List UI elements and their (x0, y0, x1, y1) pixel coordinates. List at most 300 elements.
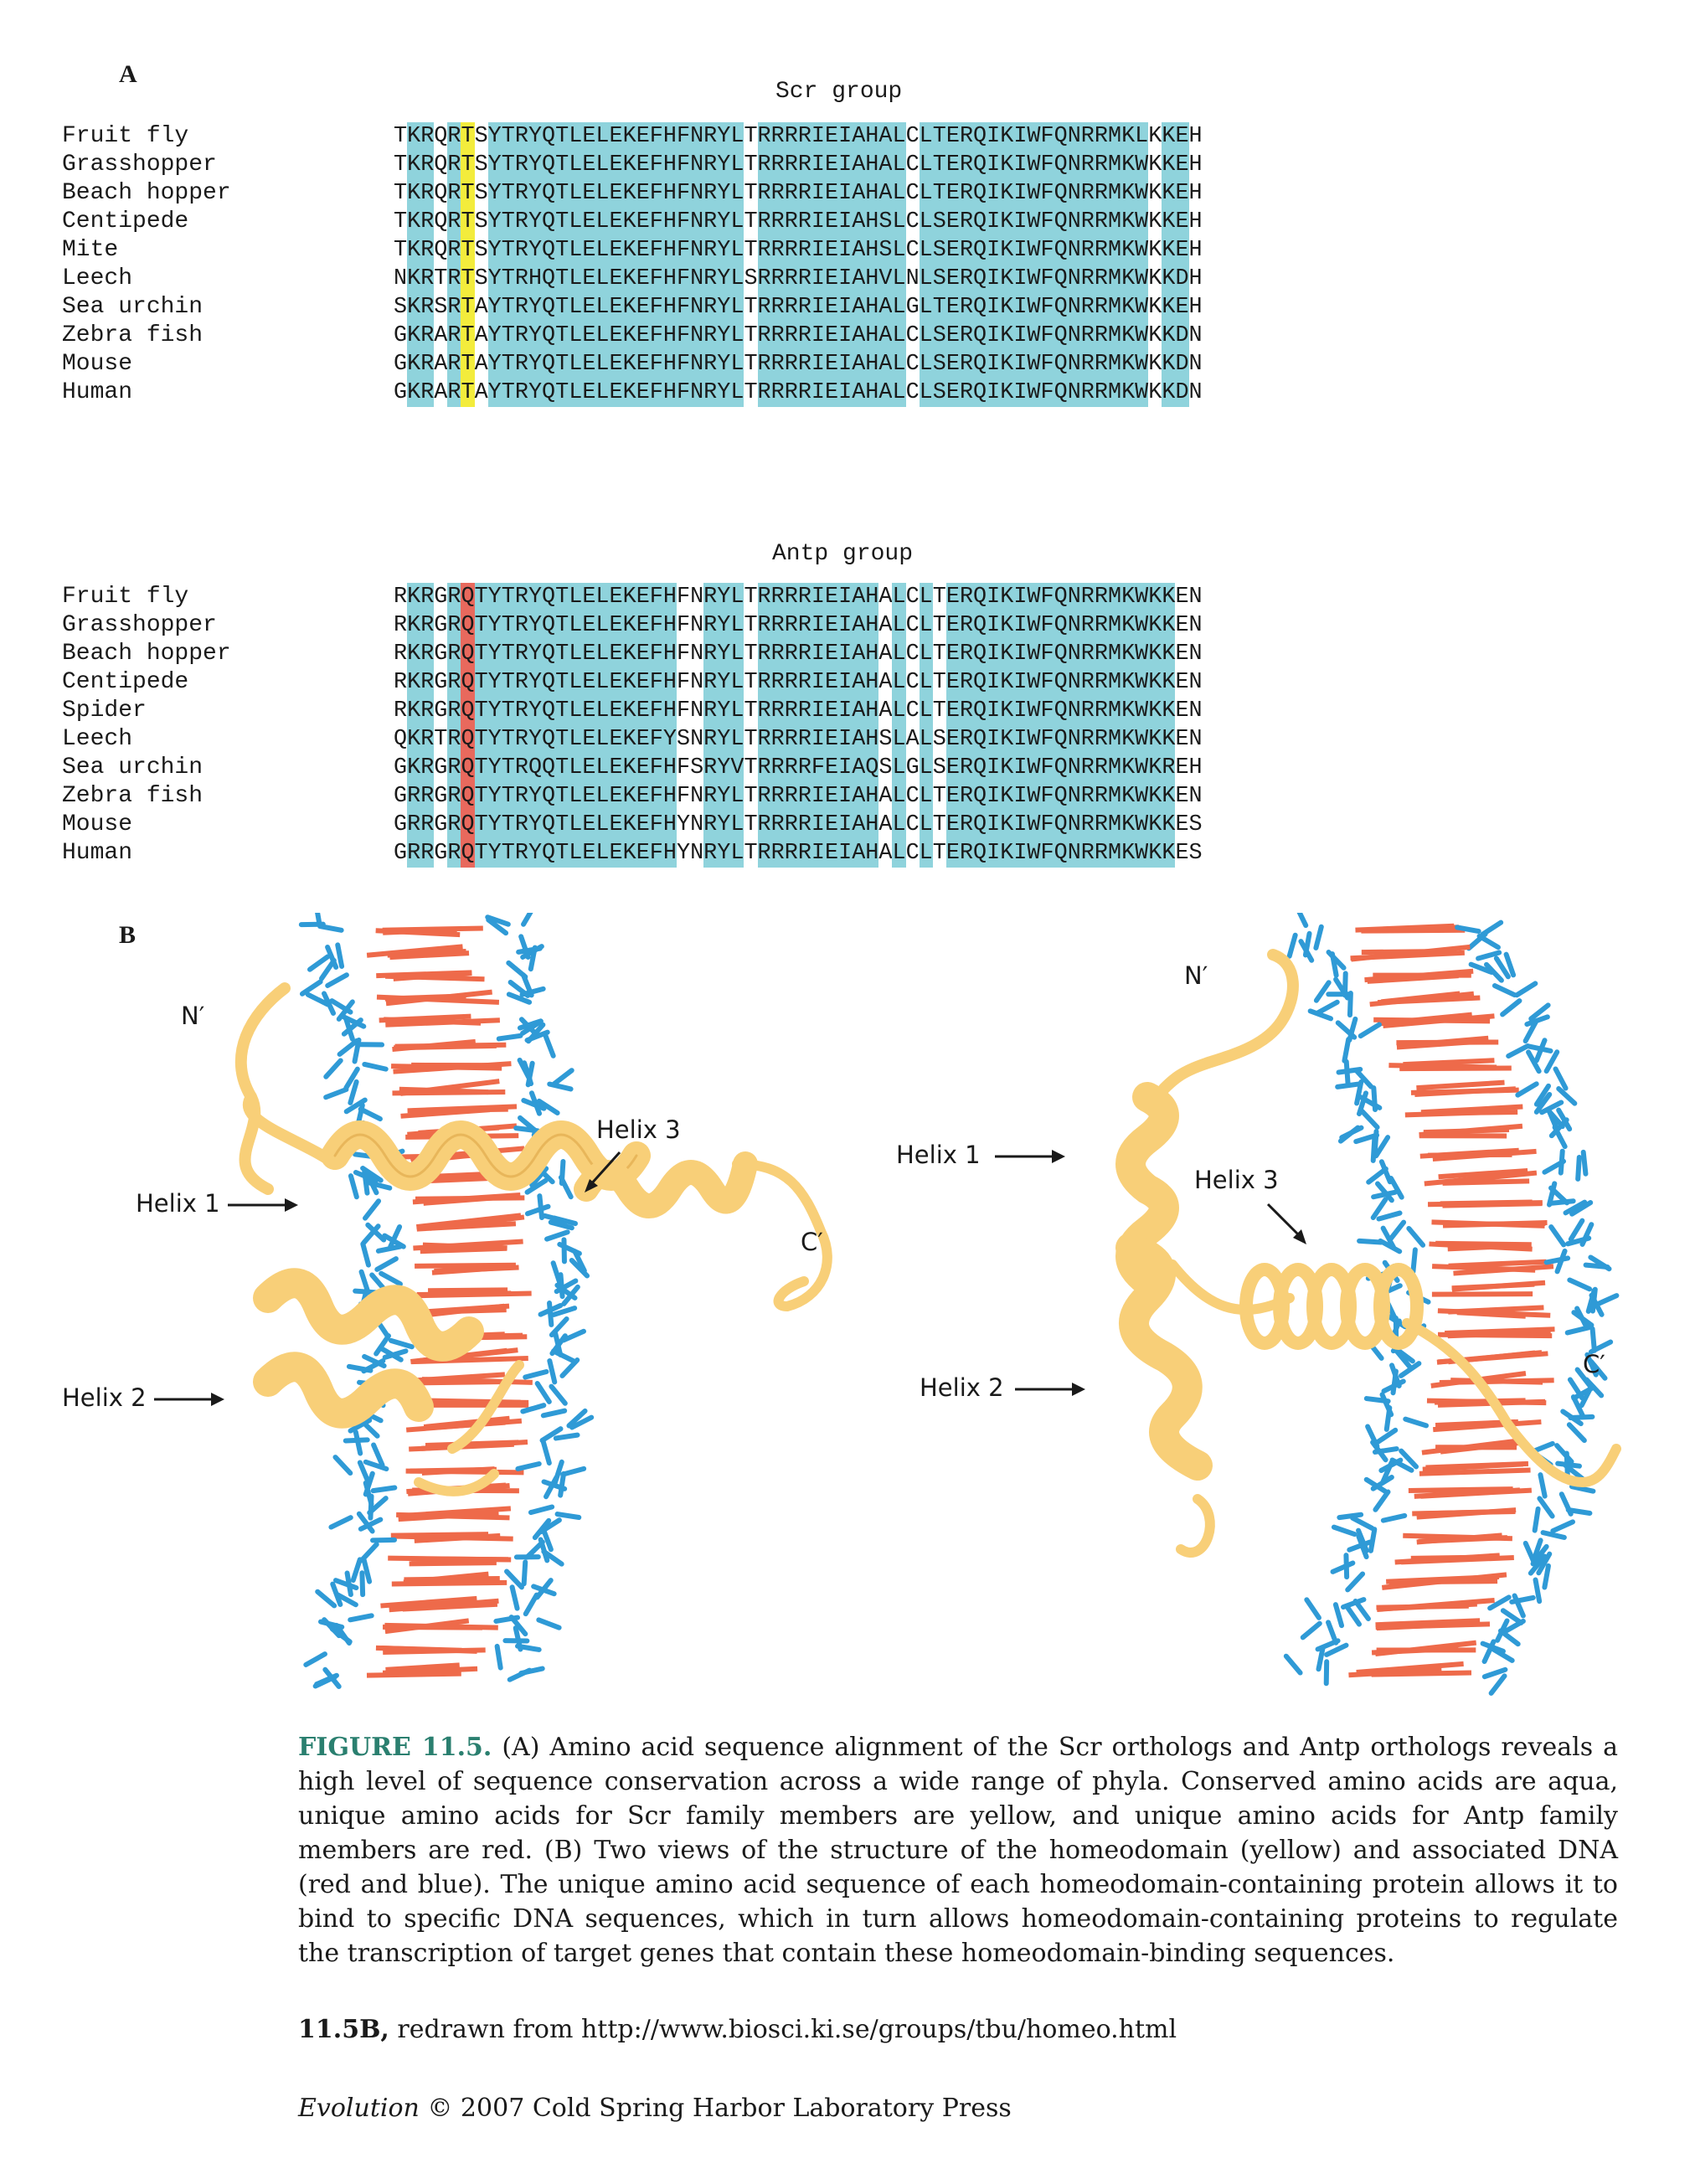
residue: A (878, 812, 893, 837)
residue: H (865, 181, 879, 206)
residue: I (1013, 812, 1028, 837)
residue: T (501, 124, 515, 149)
residue: I (838, 352, 853, 377)
species-name: Centipede (62, 669, 189, 695)
residue: Q (434, 181, 448, 206)
sequence (394, 293, 1203, 322)
residue: E (636, 585, 650, 610)
residue: Q (542, 585, 556, 610)
residue: K (622, 585, 636, 610)
residue: R (770, 784, 785, 809)
residue: R (1094, 670, 1108, 695)
residue: Q (973, 698, 987, 724)
residue: V (878, 266, 893, 291)
residue: T (461, 380, 475, 405)
residue: A (878, 323, 893, 348)
residue: I (1013, 124, 1028, 149)
residue: L (595, 209, 610, 234)
residue: Q (1054, 181, 1068, 206)
residue: R (797, 670, 811, 695)
residue: A (852, 755, 866, 780)
residue: F (649, 124, 663, 149)
residue: K (1121, 613, 1136, 638)
residue: R (703, 380, 718, 405)
residue: W (1027, 755, 1041, 780)
residue: Y (717, 380, 731, 405)
residue: K (407, 585, 421, 610)
residue: T (555, 841, 569, 866)
residue: L (595, 181, 610, 206)
residue: F (676, 124, 691, 149)
residue: R (797, 784, 811, 809)
species-name: Sea urchin (62, 755, 204, 780)
residue: L (595, 613, 610, 638)
residue: F (676, 238, 691, 263)
residue: A (852, 124, 866, 149)
residue: R (420, 698, 435, 724)
residue: E (582, 613, 596, 638)
residue: H (1188, 238, 1203, 263)
residue: L (569, 784, 583, 809)
residue: Q (973, 585, 987, 610)
residue: A (852, 641, 866, 667)
residue: R (1080, 670, 1095, 695)
residue: L (569, 698, 583, 724)
residue: H (662, 755, 677, 780)
residue: Q (1054, 152, 1068, 178)
residue: R (703, 755, 718, 780)
species-name: Mite (62, 237, 119, 263)
residue: Y (487, 266, 502, 291)
residue: L (919, 209, 933, 234)
residue: R (770, 209, 785, 234)
species-name: Spider (62, 698, 147, 724)
residue: R (1080, 152, 1095, 178)
residue: N (1067, 181, 1081, 206)
residue: K (1000, 181, 1014, 206)
residue: T (932, 124, 946, 149)
residue: R (770, 755, 785, 780)
residue: E (945, 323, 960, 348)
residue: Q (1054, 755, 1068, 780)
residue: S (932, 323, 946, 348)
left-n-label: N′ (181, 1002, 205, 1030)
residue: N (690, 295, 704, 320)
residue: A (434, 380, 448, 405)
residue: L (1135, 124, 1149, 149)
residue: I (838, 784, 853, 809)
residue: E (609, 784, 623, 809)
residue: E (1175, 641, 1189, 667)
residue: T (501, 181, 515, 206)
residue: R (1080, 585, 1095, 610)
residue: T (932, 784, 946, 809)
residue: L (892, 380, 906, 405)
residue: F (676, 181, 691, 206)
residue: T (501, 380, 515, 405)
residue: K (622, 641, 636, 667)
residue: S (932, 755, 946, 780)
residue: R (784, 755, 798, 780)
residue: R (784, 352, 798, 377)
residue: A (878, 784, 893, 809)
residue: Y (487, 613, 502, 638)
residue: Q (542, 124, 556, 149)
residue: K (1148, 755, 1162, 780)
residue: S (474, 124, 488, 149)
residue: C (905, 698, 920, 724)
residue: K (1000, 698, 1014, 724)
residue: H (1188, 209, 1203, 234)
residue: D (1175, 323, 1189, 348)
residue: E (636, 755, 650, 780)
residue: Q (1054, 124, 1068, 149)
residue: Q (528, 755, 543, 780)
residue: R (514, 266, 528, 291)
credit-text: redrawn from http://www.biosci.ki.se/groups/tbu/homeo.html (389, 2015, 1177, 2044)
residue: I (811, 841, 825, 866)
residue: R (514, 641, 528, 667)
residue: E (945, 124, 960, 149)
residue: K (1148, 841, 1162, 866)
residue: E (609, 698, 623, 724)
residue: I (987, 352, 1001, 377)
residue: Q (1054, 295, 1068, 320)
residue: R (770, 181, 785, 206)
residue: Q (1054, 670, 1068, 695)
residue: Y (717, 841, 731, 866)
sequence (394, 811, 1203, 839)
residue: C (905, 670, 920, 695)
residue: R (1080, 266, 1095, 291)
species-name: Fruit fly (62, 584, 189, 610)
residue: S (1188, 841, 1203, 866)
residue: T (555, 784, 569, 809)
residue: K (622, 124, 636, 149)
residue: T (501, 727, 515, 752)
residue: H (662, 784, 677, 809)
residue: Q (1054, 641, 1068, 667)
residue: R (1080, 238, 1095, 263)
residue: R (1080, 727, 1095, 752)
residue: Y (528, 585, 543, 610)
residue: T (932, 181, 946, 206)
residue: R (394, 641, 408, 667)
residue: Y (487, 181, 502, 206)
residue: N (1067, 698, 1081, 724)
residue: L (569, 841, 583, 866)
residue: Y (487, 784, 502, 809)
residue: H (865, 641, 879, 667)
residue: R (420, 124, 435, 149)
sequence (394, 179, 1203, 208)
residue: R (757, 380, 771, 405)
residue: E (825, 152, 839, 178)
residue: M (1107, 670, 1122, 695)
right-c-label: C′ (1583, 1350, 1605, 1378)
residue: H (865, 124, 879, 149)
residue: K (1121, 380, 1136, 405)
residue: E (609, 152, 623, 178)
residue: E (1175, 812, 1189, 837)
residue: K (407, 323, 421, 348)
sequence (394, 640, 1203, 668)
residue: R (784, 727, 798, 752)
residue: L (892, 323, 906, 348)
residue: Q (542, 295, 556, 320)
residue: L (730, 641, 744, 667)
residue: R (797, 613, 811, 638)
residue: R (959, 266, 974, 291)
residue: A (878, 380, 893, 405)
residue: T (501, 613, 515, 638)
residue: H (662, 209, 677, 234)
residue: E (945, 238, 960, 263)
residue: R (770, 812, 785, 837)
residue: N (690, 323, 704, 348)
panel-b-letter: B (119, 921, 137, 949)
residue: D (1175, 266, 1189, 291)
residue: Q (542, 152, 556, 178)
residue: L (919, 585, 933, 610)
residue: K (1148, 380, 1162, 405)
residue: R (959, 323, 974, 348)
residue: W (1027, 613, 1041, 638)
residue: N (690, 352, 704, 377)
species-name: Human (62, 840, 133, 866)
residue: R (447, 181, 461, 206)
residue: R (514, 698, 528, 724)
residue: H (1188, 152, 1203, 178)
residue: W (1135, 613, 1149, 638)
residue: N (690, 380, 704, 405)
residue: Q (1054, 841, 1068, 866)
residue: R (770, 585, 785, 610)
residue: T (461, 152, 475, 178)
residue: W (1027, 670, 1041, 695)
residue: K (1000, 266, 1014, 291)
residue: Q (461, 784, 475, 809)
residue: A (852, 352, 866, 377)
left-helix3-label: Helix 3 (596, 1115, 681, 1144)
residue: R (703, 812, 718, 837)
residue: T (461, 323, 475, 348)
residue: H (662, 585, 677, 610)
residue: L (892, 641, 906, 667)
residue: I (1013, 727, 1028, 752)
residue: R (514, 380, 528, 405)
residue: W (1027, 352, 1041, 377)
residue: F (811, 755, 825, 780)
residue: F (676, 380, 691, 405)
residue: R (757, 352, 771, 377)
residue: H (662, 323, 677, 348)
residue: G (434, 812, 448, 837)
residue: I (987, 124, 1001, 149)
residue: R (770, 698, 785, 724)
residue: W (1135, 295, 1149, 320)
residue: F (1040, 181, 1054, 206)
residue: I (1013, 266, 1028, 291)
sequence (394, 668, 1203, 697)
residue: W (1027, 124, 1041, 149)
residue: E (582, 670, 596, 695)
residue: E (945, 209, 960, 234)
residue: A (852, 181, 866, 206)
residue: K (1148, 124, 1162, 149)
residue: E (609, 352, 623, 377)
residue: N (690, 209, 704, 234)
residue: Q (1054, 323, 1068, 348)
residue: R (797, 585, 811, 610)
residue: Q (542, 352, 556, 377)
sequence (394, 583, 1203, 611)
residue: Y (528, 152, 543, 178)
residue: N (690, 152, 704, 178)
copyright-line (298, 2094, 1012, 2123)
residue: S (932, 266, 946, 291)
residue: E (1175, 613, 1189, 638)
residue: R (447, 124, 461, 149)
residue: M (1107, 641, 1122, 667)
right-helix2-arrow (1013, 1377, 1089, 1402)
residue: R (407, 784, 421, 809)
residue: K (1000, 784, 1014, 809)
residue: R (959, 812, 974, 837)
residue: M (1107, 727, 1122, 752)
residue: K (407, 295, 421, 320)
residue: F (1040, 841, 1054, 866)
residue: I (987, 380, 1001, 405)
residue: L (919, 323, 933, 348)
residue: I (811, 124, 825, 149)
residue: K (1121, 152, 1136, 178)
residue: L (730, 670, 744, 695)
residue: R (1094, 352, 1108, 377)
residue: G (434, 755, 448, 780)
residue: R (784, 784, 798, 809)
residue: T (501, 295, 515, 320)
residue: R (797, 380, 811, 405)
residue: H (662, 266, 677, 291)
residue: W (1027, 841, 1041, 866)
residue: S (932, 209, 946, 234)
residue: R (757, 641, 771, 667)
residue: K (407, 755, 421, 780)
figure-credit (298, 2015, 1177, 2044)
residue: K (1162, 784, 1176, 809)
residue: E (582, 181, 596, 206)
residue: K (407, 266, 421, 291)
residue: E (609, 323, 623, 348)
residue: R (1094, 698, 1108, 724)
residue: R (797, 727, 811, 752)
residue: T (501, 755, 515, 780)
residue: Y (528, 698, 543, 724)
residue: N (690, 641, 704, 667)
residue: T (474, 698, 488, 724)
residue: Y (528, 784, 543, 809)
residue: Y (528, 238, 543, 263)
residue: E (582, 841, 596, 866)
residue: F (1040, 209, 1054, 234)
residue: R (447, 380, 461, 405)
residue: A (852, 841, 866, 866)
residue: H (865, 266, 879, 291)
residue: Y (717, 295, 731, 320)
residue: E (945, 641, 960, 667)
residue: T (555, 812, 569, 837)
residue: L (919, 352, 933, 377)
residue: R (784, 613, 798, 638)
residue: R (784, 295, 798, 320)
sequence (394, 782, 1203, 811)
residue: K (1000, 238, 1014, 263)
residue: R (757, 812, 771, 837)
residue: R (447, 585, 461, 610)
residue: L (892, 755, 906, 780)
residue: E (945, 352, 960, 377)
residue: I (987, 727, 1001, 752)
residue: I (811, 670, 825, 695)
residue: K (1121, 295, 1136, 320)
residue: E (825, 841, 839, 866)
residue: R (447, 670, 461, 695)
residue: K (1162, 670, 1176, 695)
residue: Y (528, 613, 543, 638)
residue: Y (528, 380, 543, 405)
residue: R (770, 727, 785, 752)
residue: E (825, 812, 839, 837)
residue: R (757, 323, 771, 348)
residue: L (892, 352, 906, 377)
residue: Y (717, 124, 731, 149)
residue: K (1148, 641, 1162, 667)
residue: L (595, 670, 610, 695)
residue: L (892, 727, 906, 752)
residue: R (797, 812, 811, 837)
residue: K (1000, 755, 1014, 780)
residue: K (1148, 670, 1162, 695)
residue: R (770, 323, 785, 348)
residue: I (987, 152, 1001, 178)
residue: H (865, 238, 879, 263)
right-helix1-arrow (993, 1144, 1069, 1169)
residue: R (514, 352, 528, 377)
sequence (394, 151, 1203, 179)
residue: W (1027, 812, 1041, 837)
residue: E (945, 698, 960, 724)
residue: R (1094, 727, 1108, 752)
residue: D (1175, 352, 1189, 377)
residue: I (1013, 323, 1028, 348)
residue: W (1135, 585, 1149, 610)
residue: R (1080, 380, 1095, 405)
residue: T (555, 755, 569, 780)
residue: R (1080, 181, 1095, 206)
residue: F (649, 812, 663, 837)
residue: T (932, 812, 946, 837)
residue: Y (487, 152, 502, 178)
residue: I (987, 238, 1001, 263)
residue: R (703, 124, 718, 149)
residue: R (703, 323, 718, 348)
residue: T (744, 641, 758, 667)
residue: S (878, 755, 893, 780)
residue: E (945, 266, 960, 291)
residue: L (730, 352, 744, 377)
residue: K (1000, 585, 1014, 610)
